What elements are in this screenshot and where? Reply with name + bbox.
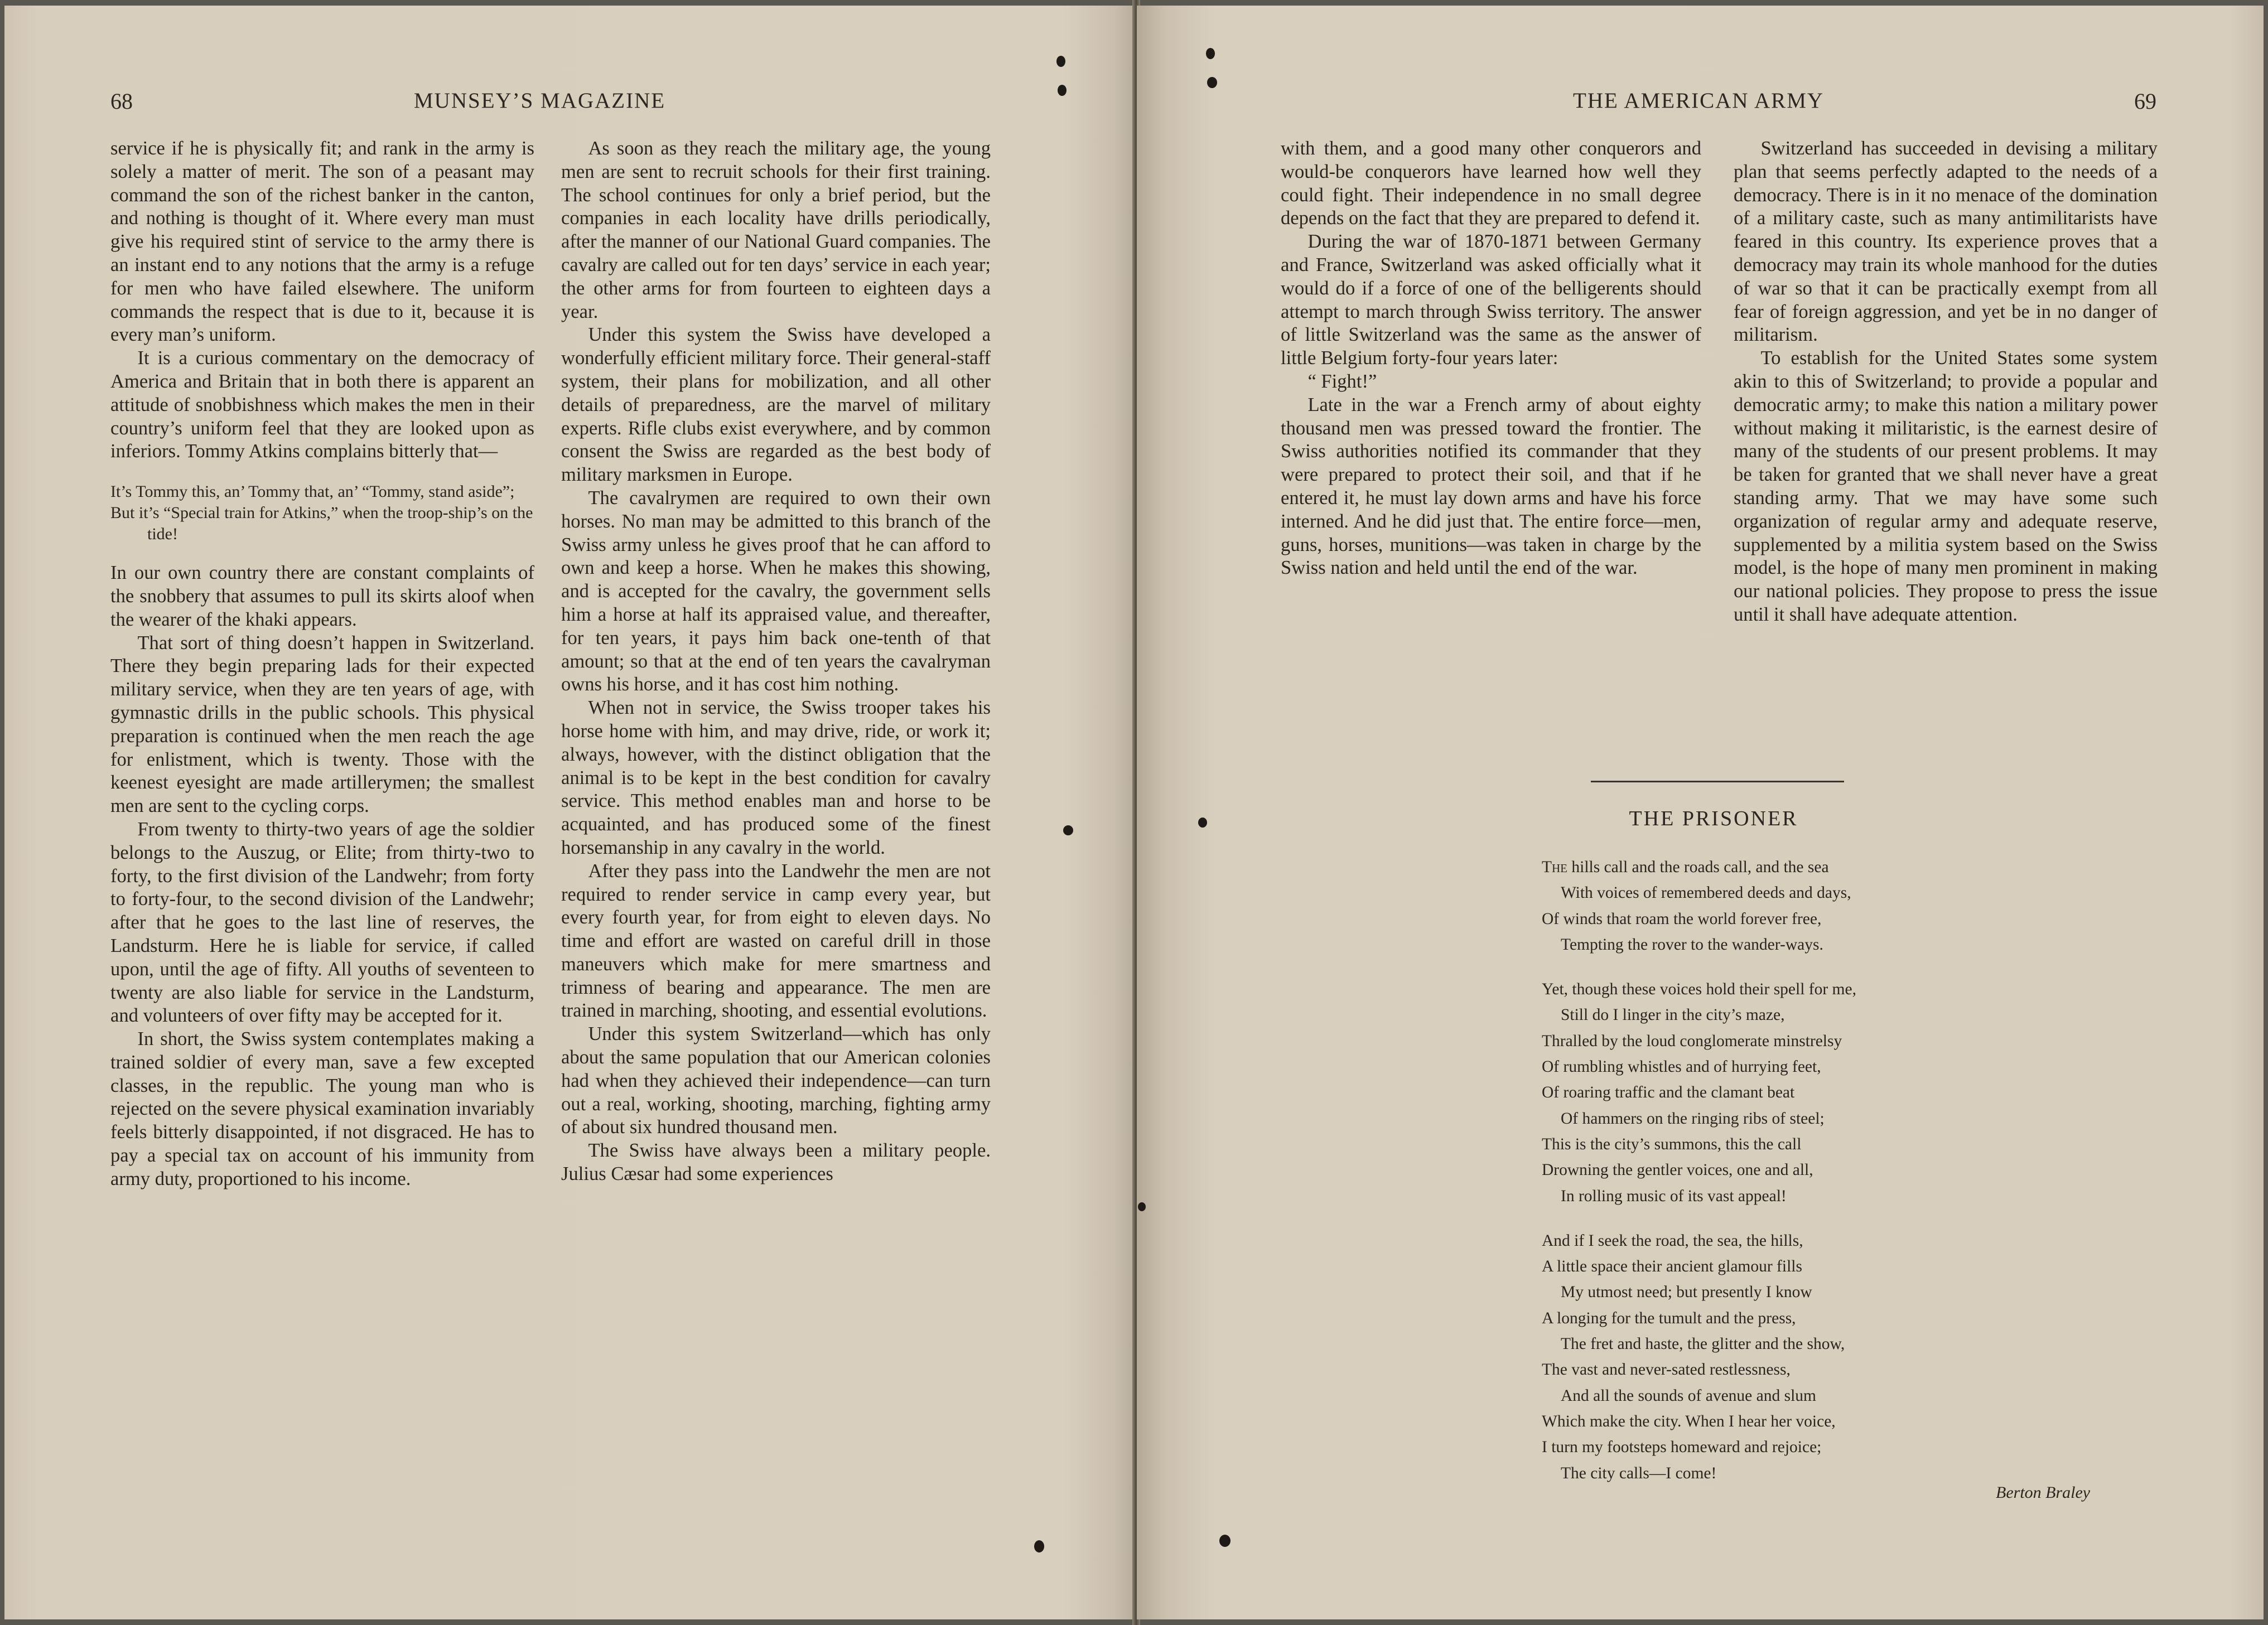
poem-line: And if I seek the road, the sea, the hills,	[1542, 1231, 1803, 1250]
running-head: THE AMERICAN ARMY	[1573, 89, 1825, 113]
verse-line: But it’s “Special train for Atkins,” when the troop-ship’s on the tide!	[110, 504, 533, 544]
left-column-2	[561, 137, 991, 1186]
right-column-2	[1734, 137, 2158, 627]
poem-line: Thralled by the loud conglomerate minstrelsy	[1542, 1032, 1842, 1050]
ink-speck	[1219, 1535, 1230, 1547]
poem-line: Drowning the gentler voices, one and all,	[1542, 1161, 1813, 1179]
paragraph: with them, and a good many other conquerors and would-be conquerors have learned how well they could fight. Their independence in no small degree depends on the fact that they are prepared to defend it.	[1281, 138, 1701, 229]
poem-stanza	[1542, 1228, 2044, 1486]
section-divider	[1591, 781, 1844, 782]
poem-stanza	[1542, 854, 2044, 957]
ink-speck	[1034, 1540, 1044, 1553]
paragraph: “ Fight!”	[1307, 370, 1377, 392]
paragraph: It is a curious commentary on the democracy of America and Britain that in both there is apparent an attitude of snobbishness which makes the men in their country’s uniform feel that they are looked upon as inferiors. Tommy Atkins complains bitterly that—	[110, 347, 534, 462]
poem-author: Berton Braley	[1996, 1483, 2091, 1502]
ink-speck	[1058, 85, 1067, 96]
poem-line: Yet, though these voices hold their spell for me,	[1542, 980, 1856, 999]
poem-title: THE PRISONER	[1629, 807, 1798, 830]
poem-stanza	[1542, 976, 2044, 1209]
ink-speck	[1138, 1202, 1146, 1211]
poem-line: The fret and haste, the glitter and the show,	[1561, 1335, 1845, 1353]
quoted-verse	[110, 481, 534, 545]
paragraph: To establish for the United States some system akin to this of Switzerland; to provide a popular and democratic army; to make this nation a military power without making it militaristic, is the earnest desire of many of the students of our present problems. It may be taken for granted that we shall never have a great standing army. That we may have some such organization of regular army and adequate reserve, supplemented by a militia system based on the Swiss model, is the hope of many men prominent in making our national policies. They propose to press the issue until it shall have adequate attention.	[1734, 347, 2158, 625]
paragraph: In short, the Swiss system contemplates making a trained soldier of every man, save a few excepted classes, in the republic. The young man who is rejected on the severe physical examination invariably feels bitterly disappointed, if not disgraced. He has to pay a special tax on account of his immunity from army duty, proportioned to his income.	[110, 1028, 534, 1189]
paragraph: As soon as they reach the military age, the young men are sent to recruit schools for their first training. The school continues for only a brief period, but the companies in each locality have drills periodically, after the manner of our National Guard companies. The cavalry are called out for ten days’ service in each year; the other arms for from fourteen to eighteen days a year.	[561, 138, 991, 322]
right-column-1	[1281, 137, 1701, 580]
poem-line: This is the city’s summons, this the call	[1542, 1135, 1802, 1153]
poem-initial-word: The	[1542, 858, 1568, 876]
paragraph: After they pass into the Landwehr the men are not required to render service in camp every year, but every fourth year, for from eight to eleven days. No time and effort are wasted on careful drill in those maneuvers which make for mere smartness and trimness of bearing and appearance. The men are trained in marching, shooting, and essential evolutions.	[561, 860, 991, 1022]
paragraph: In our own country there are constant complaints of the snobbery that assumes to pull its skirts aloof when the wearer of the khaki appears.	[110, 562, 534, 630]
verse-line: It’s Tommy this, an’ Tommy that, an’ “Tommy, stand aside”;	[110, 482, 515, 501]
ink-speck	[1063, 825, 1073, 835]
poem	[1542, 854, 2044, 1505]
ink-speck	[1206, 48, 1215, 59]
paragraph: From twenty to thirty-two years of age the soldier belongs to the Auszug, or Elite; from thirty-two to forty, to the first division of the Landwehr; from forty to forty-four, to the second division of the Landwehr; after that he goes to the last line of reserves, the Landsturm. Here he is liable for service, if called upon, until the age of fifty. All youths of seventeen to twenty are also liable for service in the Landsturm, and volunteers of over fifty may be accepted for it.	[110, 818, 534, 1027]
paragraph: The cavalrymen are required to own their own horses. No man may be admitted to this branch of the Swiss army unless he gives proof that he can afford to own and keep a horse. When he makes this showing, and is accepted for the cavalry, the government sells him a horse at half its appraised value, and thereafter, for ten years, it pays him back one-tenth of that amount; so that at the end of ten years the cavalryman owns his horse, and it has cost him nothing.	[561, 487, 991, 695]
paragraph: Under this system the Swiss have developed a wonderfully efficient military force. Their general-staff system, their plans for mobilization, and all other details of preparedness, are the marvel of military experts. Rifle clubs exist everywhere, and by common consent the Swiss are regarded as the best body of military marksmen in Europe.	[561, 324, 991, 486]
poem-line: The hills call and the roads call, and the sea	[1542, 858, 1829, 876]
poem-line: Which make the city. When I hear her voice,	[1542, 1412, 1836, 1430]
poem-line: With voices of remembered deeds and days,	[1561, 884, 1851, 902]
poem-line: A little space their ancient glamour fills	[1542, 1258, 1802, 1276]
poem-line: And all the sounds of avenue and slum	[1561, 1386, 1816, 1405]
paragraph: Late in the war a French army of about eighty thousand men was pressed toward the frontier. The Swiss authorities notified its commander that they were prepared to protect their soil, and that if he entered it, he must lay down arms and have his force interned. And he did just that. The entire force—men, guns, horses, munitions—was taken in charge by the Swiss nation and held until the end of the war.	[1281, 394, 1701, 579]
paragraph: During the war of 1870-1871 between Germany and France, Switzerland was asked officially what it would do if a force of one of the belligerents should attempt to march through Swiss territory. The answer of little Switzerland was the same as the answer of little Belgium forty-four years later:	[1281, 231, 1701, 369]
poem-line: Tempting the rover to the wander-ways.	[1561, 935, 1823, 954]
paragraph: service if he is physically fit; and rank in the army is solely a matter of merit. The son of a peasant may command the son of the richest banker in the canton, and nothing is thought of it. Where every man must give his required stint of service to the army there is an instant end to any notions that the army is a refuge for men who have failed elsewhere. The uniform commands the respect that is due to it, because it is every man’s uniform.	[110, 138, 534, 346]
poem-line: Of rumbling whistles and of hurrying feet,	[1542, 1058, 1821, 1076]
paragraph: The Swiss have always been a military people. Julius Cæsar had some experiences	[561, 1140, 991, 1185]
poem-line: Of hammers on the ringing ribs of steel;	[1561, 1109, 1825, 1128]
poem-line: The city calls—I come!	[1561, 1464, 1717, 1482]
left-page	[4, 6, 1137, 1619]
right-page	[1137, 6, 2264, 1619]
paragraph: When not in service, the Swiss trooper takes his horse home with him, and may drive, ride, or work it; always, however, with the distinct obligation that the animal is to be kept in the best condition for cavalry service. This method enables man and horse to be acquainted, and has produced some of the finest horsemanship in any cavalry in the world.	[561, 697, 991, 858]
page-number: 68	[110, 89, 133, 114]
poem-line: I turn my footsteps homeward and rejoice;	[1542, 1438, 1822, 1457]
paragraph: Switzerland has succeeded in devising a military plan that seems perfectly adapted to the needs of a democracy. There is in it no menace of the domination of a military caste, such as many antimilitarists have feared in this country. Its experience proves that a democracy may train its whole manhood for the duties of war so that it can be practically exempt from all fear of foreign aggression, and yet be in no danger of militarism.	[1734, 138, 2158, 346]
left-column-1	[110, 137, 534, 1191]
poem-line: The vast and never-sated restlessness,	[1542, 1361, 1791, 1379]
ink-speck	[1056, 56, 1065, 67]
poem-line: Of winds that roam the world forever free,	[1542, 910, 1822, 928]
poem-line: In rolling music of its vast appeal!	[1561, 1187, 1787, 1205]
poem-line: Of roaring traffic and the clamant beat	[1542, 1084, 1795, 1102]
paragraph: Under this system Switzerland—which has only about the same population that our American colonies had when they achieved their independence—can turn out a real, working, shooting, marching, fighting army of about six hundred thousand men.	[561, 1023, 991, 1138]
ink-speck	[1198, 818, 1207, 828]
ink-speck	[1207, 77, 1217, 88]
page-number: 69	[2134, 89, 2156, 114]
poem-line: A longing for the tumult and the press,	[1542, 1309, 1796, 1327]
poem-line: Still do I linger in the city’s maze,	[1561, 1006, 1785, 1024]
poem-line: My utmost need; but presently I know	[1561, 1283, 1812, 1302]
paragraph: That sort of thing doesn’t happen in Switzerland. There they begin preparing lads for their expected military service, when they are ten years of age, with gymnastic drills in the public schools. This physical preparation is continued when the men reach the age for enlistment, which is twenty. Those with the keenest eyesight are made artillerymen; the smallest men are sent to the cycling corps.	[110, 632, 534, 817]
running-head: MUNSEY’S MAGAZINE	[414, 89, 666, 113]
